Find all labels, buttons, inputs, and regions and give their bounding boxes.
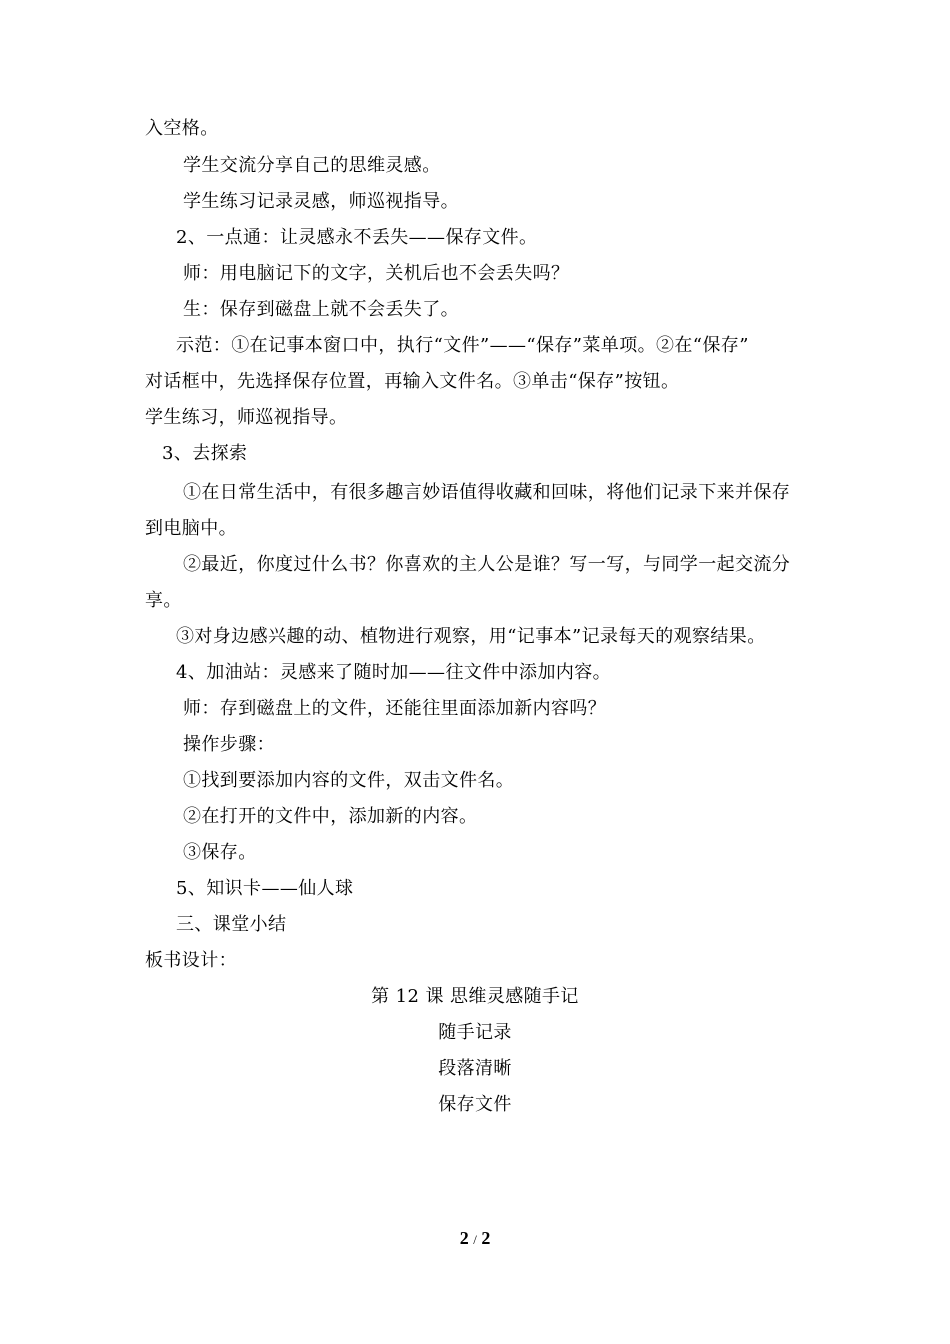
current-page: 2 (459, 1228, 469, 1248)
text-line: 板书设计： (145, 950, 237, 971)
text-line: ①在日常生活中，有很多趣言妙语值得收藏和回味，将他们记录下来并保存 (183, 482, 791, 503)
text-line: 学生练习，师巡视指导。 (145, 407, 348, 428)
text-line: ③对身边感兴趣的动、植物进行观察，用“记事本”记录每天的观察结果。 (176, 626, 766, 647)
text-line: ②在打开的文件中，添加新的内容。 (183, 806, 478, 827)
text-line: 生：保存到磁盘上就不会丢失了。 (183, 299, 459, 320)
text-line: 2、一点通：让灵感永不丢失——保存文件。 (176, 227, 538, 248)
section-heading: 4、加油站：灵感来了随时加——往文件中添加内容。 (176, 662, 612, 683)
page-number (0, 1228, 950, 1250)
text-line: ③保存。 (183, 842, 257, 863)
board-item: 保存文件 (438, 1094, 512, 1115)
page-separator: / (473, 1232, 477, 1247)
text-line: ①找到要添加内容的文件，双击文件名。 (183, 770, 515, 791)
text-line: 学生交流分享自己的思维灵感。 (183, 155, 441, 176)
text-line: ②最近，你度过什么书？你喜欢的主人公是谁？写一写，与同学一起交流分 (183, 554, 791, 575)
text-line: 入空格。 (145, 118, 219, 139)
board-title: 第 12 课 思维灵感随手记 (371, 986, 579, 1007)
board-item: 随手记录 (438, 1022, 512, 1043)
section-heading: 3、去探索 (162, 443, 248, 464)
section-heading: 三、课堂小结 (176, 914, 287, 935)
text-line: 师：用电脑记下的文字，关机后也不会丢失吗？ (183, 263, 570, 284)
text-line: 师：存到磁盘上的文件，还能往里面添加新内容吗？ (183, 698, 607, 719)
total-pages: 2 (481, 1228, 491, 1248)
text-line: 示范：①在记事本窗口中，执行“文件”——“保存”菜单项。②在“保存” (176, 335, 749, 356)
board-item: 段落清晰 (438, 1058, 512, 1079)
text-line: 对话框中，先选择保存位置，再输入文件名。③单击“保存”按钮。 (145, 371, 680, 392)
text-line: 享。 (145, 590, 182, 611)
text-line: 学生练习记录灵感，师巡视指导。 (183, 191, 459, 212)
text-line: 操作步骤： (183, 734, 275, 755)
text-line: 到电脑中。 (145, 518, 237, 539)
section-heading: 5、知识卡——仙人球 (176, 878, 354, 899)
